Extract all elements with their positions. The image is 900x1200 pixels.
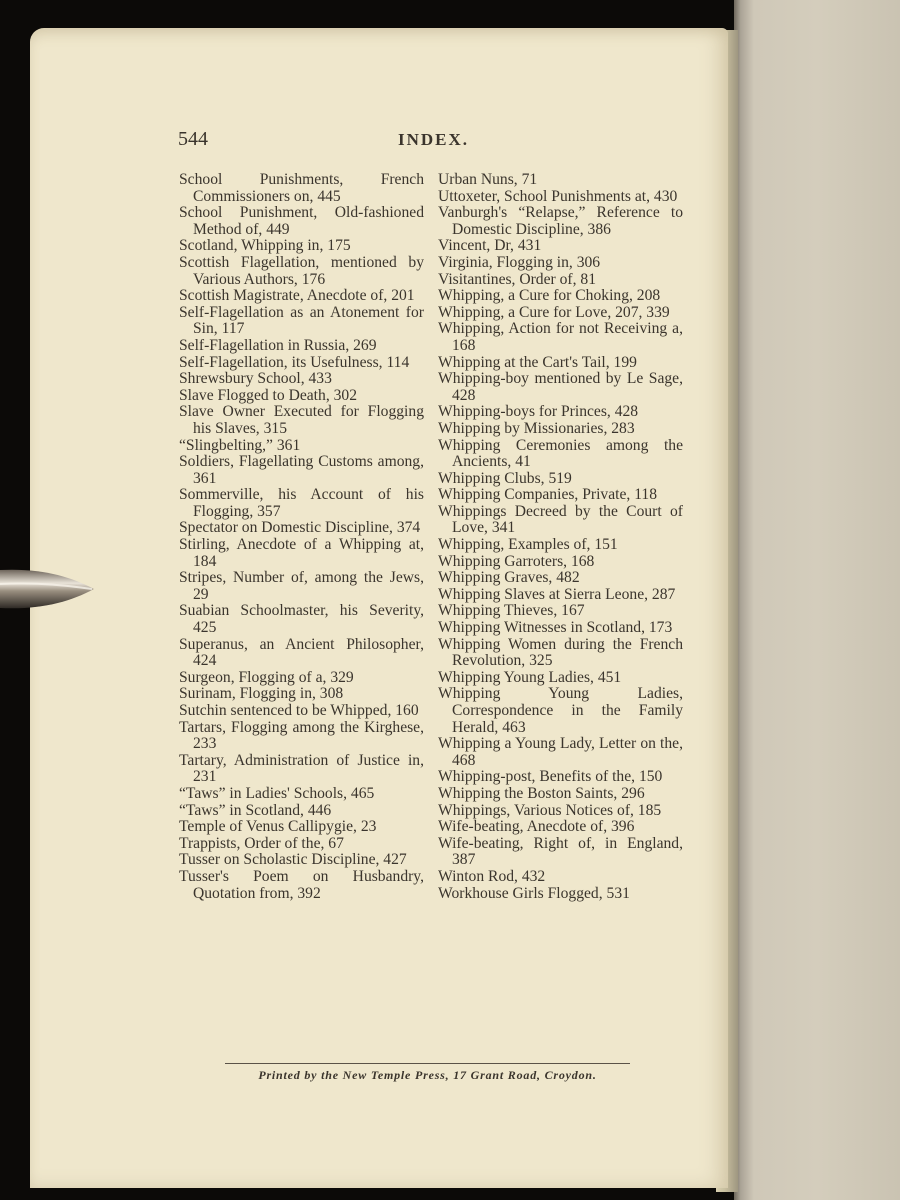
index-entry: Suabian Schoolmaster, his Severity, 425 <box>179 602 424 637</box>
page-number: 544 <box>178 128 208 150</box>
index-entry: School Punishment, Old-fashioned Method of, 449 <box>179 204 424 238</box>
index-entry: Whipping a Young Lady, Letter on the, 468 <box>438 735 683 769</box>
index-entry: Vincent, Dr, 431 <box>438 237 542 255</box>
index-entry: Winton Rod, 432 <box>438 867 546 885</box>
index-entry: Whipping-boy mentioned by Le Sage, 428 <box>438 370 683 404</box>
index-entry: Whipping Companies, Private, 118 <box>438 486 658 504</box>
index-entry: Scottish Flagellation, mentioned by Various Authors, 176 <box>179 253 424 288</box>
index-entry: Superanus, an Ancient Philosopher, 424 <box>179 635 424 670</box>
index-entry: Whipping Garroters, 168 <box>438 552 595 570</box>
index-entry: Virginia, Flogging in, 306 <box>438 253 601 271</box>
index-entry: Temple of Venus Callipygie, 23 <box>179 818 377 836</box>
footer-rule <box>225 1063 630 1064</box>
index-entry: Stirling, Anecdote of a Whipping at, 184 <box>179 536 424 570</box>
pen-tip-pointer <box>0 566 96 612</box>
index-entry: Uttoxeter, School Punishments at, 430 <box>438 187 678 205</box>
index-entry: Whippings, Various Notices of, 185 <box>438 801 662 819</box>
index-entry: Whipping Graves, 482 <box>438 569 580 587</box>
index-entry: Sutchin sentenced to be Whipped, 160 <box>179 702 419 719</box>
index-entry: Whipping the Boston Saints, 296 <box>438 784 645 802</box>
printer-imprint: Printed by the New Temple Press, 17 Grant Road, Croydon. <box>258 1068 597 1082</box>
index-entry: Trappists, Order of the, 67 <box>179 834 344 852</box>
index-entry: Whipping Young Ladies, Correspondence in the Family Herald, 463 <box>438 685 683 736</box>
index-entry: Tartars, Flogging among the Kirghese, 233 <box>179 718 424 753</box>
index-entry: Sommerville, his Account of his Flogging, 357 <box>179 486 424 520</box>
index-entry: Workhouse Girls Flogged, 531 <box>438 884 630 902</box>
index-entry: School Punishments, French Commissioners on, 445 <box>179 171 424 205</box>
index-entry: Surinam, Flogging in, 308 <box>179 685 344 703</box>
index-entry: Wife-beating, Anecdote of, 396 <box>438 818 635 836</box>
index-entry: Whipping Slaves at Sierra Leone, 287 <box>438 585 676 603</box>
index-entry: Tusser on Scholastic Discipline, 427 <box>179 851 407 869</box>
index-entry: Wife-beating, Right of, in England, 387 <box>438 834 683 869</box>
index-entry: Whipping Young Ladies, 451 <box>438 668 622 686</box>
index-entry: Shrewsbury School, 433 <box>179 370 332 388</box>
index-entry: Whipping, a Cure for Choking, 208 <box>438 287 661 305</box>
running-head: INDEX. <box>398 130 470 149</box>
index-entry: Stripes, Number of, among the Jews, 29 <box>179 569 424 603</box>
index-entry: Self-Flagellation, its Usefulness, 114 <box>179 353 410 371</box>
index-entry: Self-Flagellation as an Atonement for Sin, 117 <box>179 303 424 338</box>
index-entry: Whipping Witnesses in Scotland, 173 <box>438 619 673 637</box>
index-entry: Slave Owner Executed for Flogging his Slaves, 315 <box>179 403 424 437</box>
index-entry: Whipping-post, Benefits of the, 150 <box>438 768 663 786</box>
index-entry: Tusser's Poem on Husbandry, Quotation from, 392 <box>179 867 424 902</box>
index-entry: Whipping, a Cure for Love, 207, 339 <box>438 303 670 321</box>
index-entry: Urban Nuns, 71 <box>438 171 538 188</box>
index-entry: Whipping-boys for Princes, 428 <box>438 403 639 421</box>
index-column-left <box>179 172 424 902</box>
index-entry: Scotland, Whipping in, 175 <box>179 237 351 255</box>
index-entry: Spectator on Domestic Discipline, 374 <box>179 519 421 537</box>
index-entry: Whipping by Missionaries, 283 <box>438 419 635 437</box>
book-cover <box>734 0 900 1200</box>
index-entry: Whipping, Action for not Receiving a, 168 <box>438 320 683 354</box>
index-entry: Vanburgh's “Relapse,” Reference to Domestic Discipline, 386 <box>438 204 683 238</box>
index-entry: “Slingbelting,” 361 <box>179 436 301 454</box>
index-entry: Surgeon, Flogging of a, 329 <box>179 668 354 686</box>
index-entry: Self-Flagellation in Russia, 269 <box>179 336 377 354</box>
index-entry: Slave Flogged to Death, 302 <box>179 386 358 404</box>
index-entry: Visitantines, Order of, 81 <box>438 270 597 288</box>
index-entry: “Taws” in Scotland, 446 <box>179 801 332 819</box>
index-entry: Soldiers, Flagellating Customs among, 361 <box>179 453 424 487</box>
index-entry: Whipping Ceremonies among the Ancients, 41 <box>438 436 683 471</box>
index-entry: Whipping Clubs, 519 <box>438 469 572 487</box>
index-entry: Tartary, Administration of Justice in, 231 <box>179 751 424 786</box>
index-entry: Scottish Magistrate, Anecdote of, 201 <box>179 287 415 305</box>
index-entry: Whippings Decreed by the Court of Love, 341 <box>438 502 683 537</box>
index-entry: “Taws” in Ladies' Schools, 465 <box>179 784 375 802</box>
index-column-right <box>438 172 683 902</box>
index-entry: Whipping at the Cart's Tail, 199 <box>438 353 637 371</box>
index-entry: Whipping, Examples of, 151 <box>438 536 618 554</box>
page-header <box>178 128 693 154</box>
index-entry: Whipping Thieves, 167 <box>438 602 585 620</box>
index-entry: Whipping Women during the French Revolution, 325 <box>438 635 683 670</box>
